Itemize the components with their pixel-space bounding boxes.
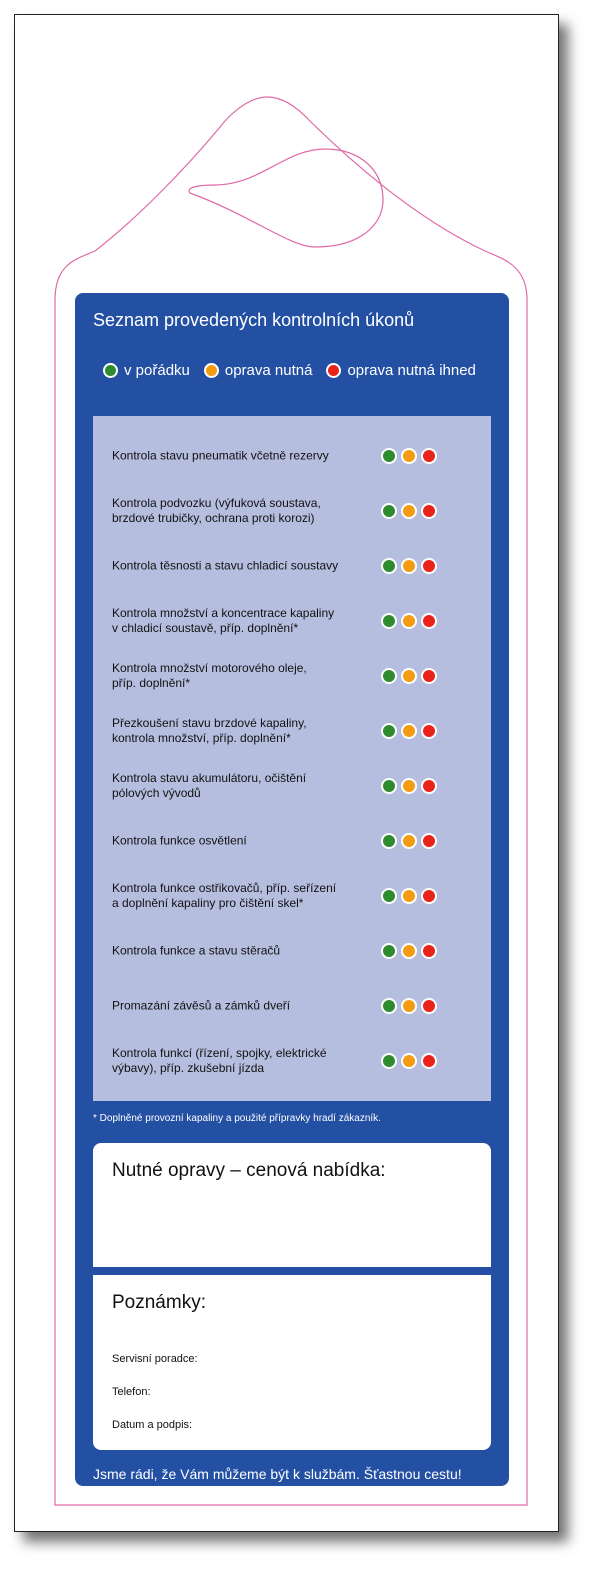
status-ok-option[interactable] <box>381 833 397 849</box>
status-ok-option[interactable] <box>381 503 397 519</box>
checklist-item-label: Přezkoušení stavu brzdové kapaliny, kontrola množství, příp. doplnění* <box>112 716 307 745</box>
status-selector <box>381 1053 441 1069</box>
status-selector <box>381 888 441 904</box>
checklist-item-label: Kontrola funkce osvětlení <box>112 833 247 848</box>
status-urgent-option[interactable] <box>421 668 437 684</box>
checklist-item-label: Kontrola funkce ostřikovačů, příp. seřízení a doplnění kapaliny pro čištění skel* <box>112 881 337 910</box>
status-ok-option[interactable] <box>381 998 397 1014</box>
status-selector <box>381 558 441 574</box>
orange-circle-icon <box>204 363 219 378</box>
checklist-item-label: Kontrola podvozku (výfuková soustava, brzdové trubičky, ochrana proti korozi) <box>112 496 321 525</box>
status-repair-option[interactable] <box>401 448 417 464</box>
checklist-row <box>93 924 491 978</box>
status-urgent-option[interactable] <box>421 778 437 794</box>
status-repair-option[interactable] <box>401 668 417 684</box>
notes-heading: Poznámky: <box>112 1292 206 1313</box>
status-selector <box>381 668 441 684</box>
status-ok-option[interactable] <box>381 888 397 904</box>
service-advisor-label: Servisní poradce: <box>112 1353 198 1365</box>
status-ok-option[interactable] <box>381 723 397 739</box>
status-urgent-option[interactable] <box>421 888 437 904</box>
checklist-row <box>93 484 491 538</box>
closing-message: Jsme rádi, že Vám můžeme být k službám. Šťastnou cestu! <box>93 1466 462 1482</box>
legend-repair-urgent-label: oprava nutná ihned <box>347 361 476 379</box>
status-ok-option[interactable] <box>381 778 397 794</box>
legend-ok <box>103 362 190 379</box>
phone-label: Telefon: <box>112 1386 151 1398</box>
status-urgent-option[interactable] <box>421 503 437 519</box>
footnote: * Doplněné provozní kapaliny a použité přípravky hradí zákazník. <box>93 1113 381 1124</box>
status-repair-option[interactable] <box>401 503 417 519</box>
notes-box[interactable] <box>93 1275 491 1450</box>
status-selector <box>381 998 441 1014</box>
date-signature-label: Datum a podpis: <box>112 1419 193 1431</box>
status-repair-option[interactable] <box>401 888 417 904</box>
checklist-item-label: Kontrola množství motorového oleje, příp. doplnění* <box>112 661 307 690</box>
red-circle-icon <box>326 363 341 378</box>
status-ok-option[interactable] <box>381 668 397 684</box>
status-repair-option[interactable] <box>401 778 417 794</box>
status-repair-option[interactable] <box>401 613 417 629</box>
checklist <box>93 416 491 1101</box>
status-ok-option[interactable] <box>381 613 397 629</box>
status-selector <box>381 448 441 464</box>
checklist-row <box>93 814 491 868</box>
status-repair-option[interactable] <box>401 1053 417 1069</box>
inspection-panel <box>75 293 509 1486</box>
status-selector <box>381 943 441 959</box>
status-urgent-option[interactable] <box>421 833 437 849</box>
checklist-item-label: Promazání závěsů a zámků dveří <box>112 998 291 1013</box>
status-repair-option[interactable] <box>401 558 417 574</box>
status-repair-option[interactable] <box>401 723 417 739</box>
status-ok-option[interactable] <box>381 558 397 574</box>
status-selector <box>381 833 441 849</box>
status-urgent-option[interactable] <box>421 448 437 464</box>
checklist-row <box>93 429 491 483</box>
checklist-row <box>93 979 491 1033</box>
status-urgent-option[interactable] <box>421 558 437 574</box>
status-repair-option[interactable] <box>401 943 417 959</box>
checklist-row <box>93 649 491 703</box>
checklist-row <box>93 1034 491 1088</box>
checklist-item-label: Kontrola stavu akumulátoru, očištění pólových vývodů <box>112 771 307 800</box>
checklist-row <box>93 759 491 813</box>
status-urgent-option[interactable] <box>421 723 437 739</box>
checklist-item-label: Kontrola těsnosti a stavu chladicí soustavy <box>112 558 339 573</box>
status-selector <box>381 503 441 519</box>
legend-repair-needed <box>204 362 313 379</box>
status-legend <box>103 358 503 382</box>
checklist-row <box>93 704 491 758</box>
panel-title: Seznam provedených kontrolních úkonů <box>93 310 415 330</box>
status-ok-option[interactable] <box>381 448 397 464</box>
green-circle-icon <box>103 363 118 378</box>
repair-offer-heading: Nutné opravy – cenová nabídka: <box>112 1160 386 1181</box>
status-urgent-option[interactable] <box>421 1053 437 1069</box>
checklist-row <box>93 869 491 923</box>
checklist-row <box>93 539 491 593</box>
status-urgent-option[interactable] <box>421 998 437 1014</box>
checklist-row <box>93 594 491 648</box>
status-ok-option[interactable] <box>381 943 397 959</box>
status-repair-option[interactable] <box>401 998 417 1014</box>
legend-repair-urgent <box>326 362 475 379</box>
status-repair-option[interactable] <box>401 833 417 849</box>
checklist-item-label: Kontrola množství a koncentrace kapaliny v chladicí soustavě, příp. doplnění* <box>112 606 335 635</box>
legend-repair-needed-label: oprava nutná <box>224 361 313 379</box>
checklist-item-label: Kontrola stavu pneumatik včetně rezervy <box>112 448 329 463</box>
status-urgent-option[interactable] <box>421 613 437 629</box>
checklist-item-label: Kontrola funkce a stavu stěračů <box>112 943 281 958</box>
legend-ok-label: v pořádku <box>124 361 190 379</box>
checklist-item-label: Kontrola funkcí (řízení, spojky, elektrické výbavy), příp. zkušební jízda <box>112 1046 327 1075</box>
status-urgent-option[interactable] <box>421 943 437 959</box>
status-selector <box>381 778 441 794</box>
door-hanger-sheet <box>14 14 559 1532</box>
status-selector <box>381 723 441 739</box>
status-ok-option[interactable] <box>381 1053 397 1069</box>
status-selector <box>381 613 441 629</box>
repair-offer-box[interactable] <box>93 1143 491 1267</box>
